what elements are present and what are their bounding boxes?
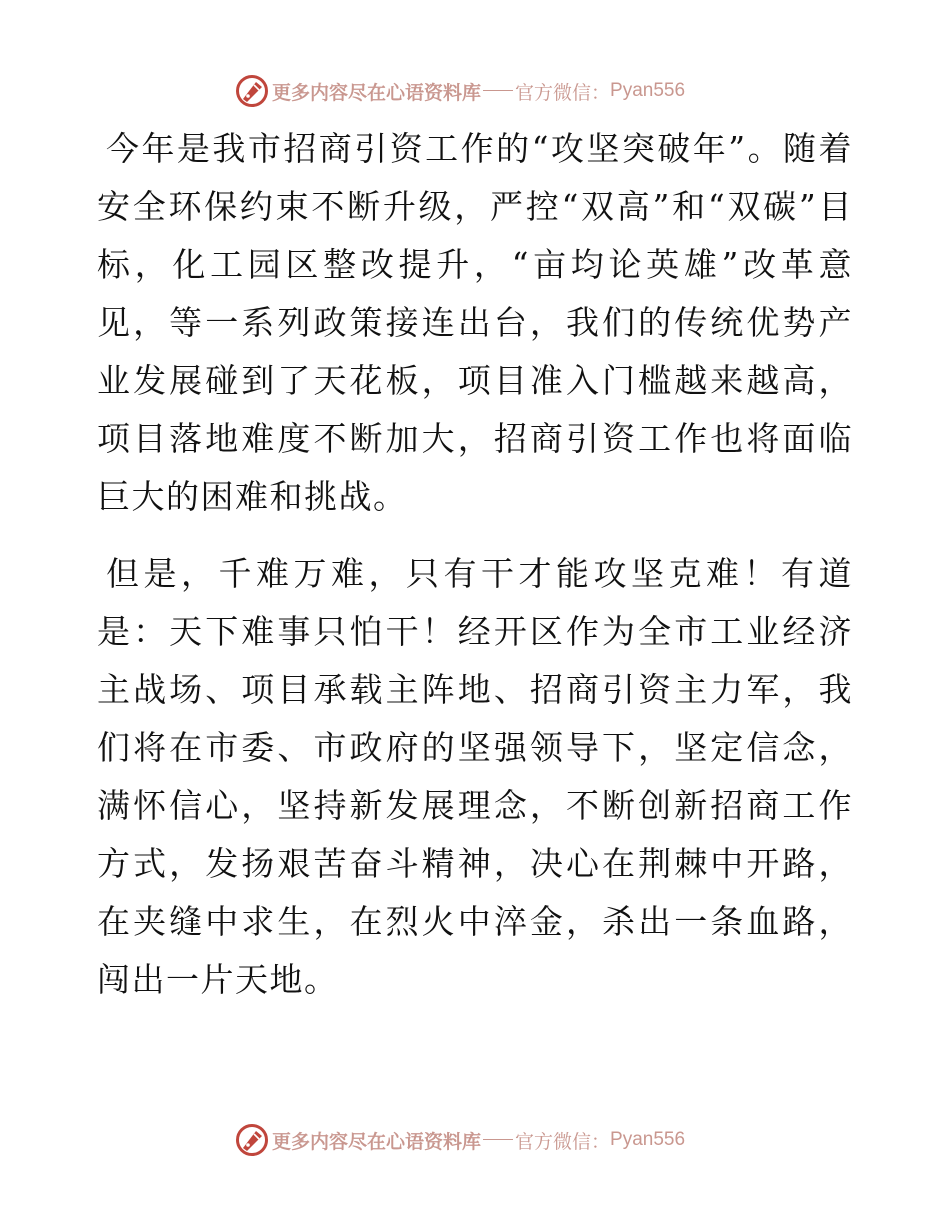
header-banner[interactable] xyxy=(234,71,714,111)
header-brand-text: 更多内容尽在心语资料库 xyxy=(272,81,482,104)
footer-dash xyxy=(483,1139,513,1140)
footer-banner[interactable] xyxy=(234,1120,714,1160)
header-dash xyxy=(483,90,513,91)
footer-brand-text: 更多内容尽在心语资料库 xyxy=(272,1130,482,1153)
header-wechat-id: Pyan556 xyxy=(610,80,686,101)
footer-wechat-label: 官方微信： xyxy=(515,1130,611,1153)
footer-wechat-id: Pyan556 xyxy=(610,1129,686,1150)
pen-nib-logo-icon xyxy=(234,73,270,109)
body-paragraph-1: 今年是我市招商引资工作的“攻坚突破年”。随着安全环保约束不断升级，严控“双高”和“双碳”目标，化工园区整改提升，“亩均论英雄”改革意见，等一系列政策接连出台，我们的传统优势产业发展碰到了天花板，项目准入门槛越来越高，项目落地难度不断加大，招商引资工作也将面临巨大的困难和挑战。 xyxy=(97,129,853,516)
pen-nib-logo-icon xyxy=(234,1122,270,1158)
body-paragraph-2: 但是，千难万难，只有干才能攻坚克难！有道是：天下难事只怕干！经开区作为全市工业经济主战场、项目承载主阵地、招商引资主力军，我们将在市委、市政府的坚强领导下，坚定信念，满怀信心，坚持新发展理念，不断创新招商工作方式，发扬艰苦奋斗精神，决心在荆棘中开路，在夹缝中求生，在烈火中淬金，杀出一条血路，闯出一片天地。 xyxy=(97,554,853,999)
header-wechat-label: 官方微信： xyxy=(515,81,611,104)
